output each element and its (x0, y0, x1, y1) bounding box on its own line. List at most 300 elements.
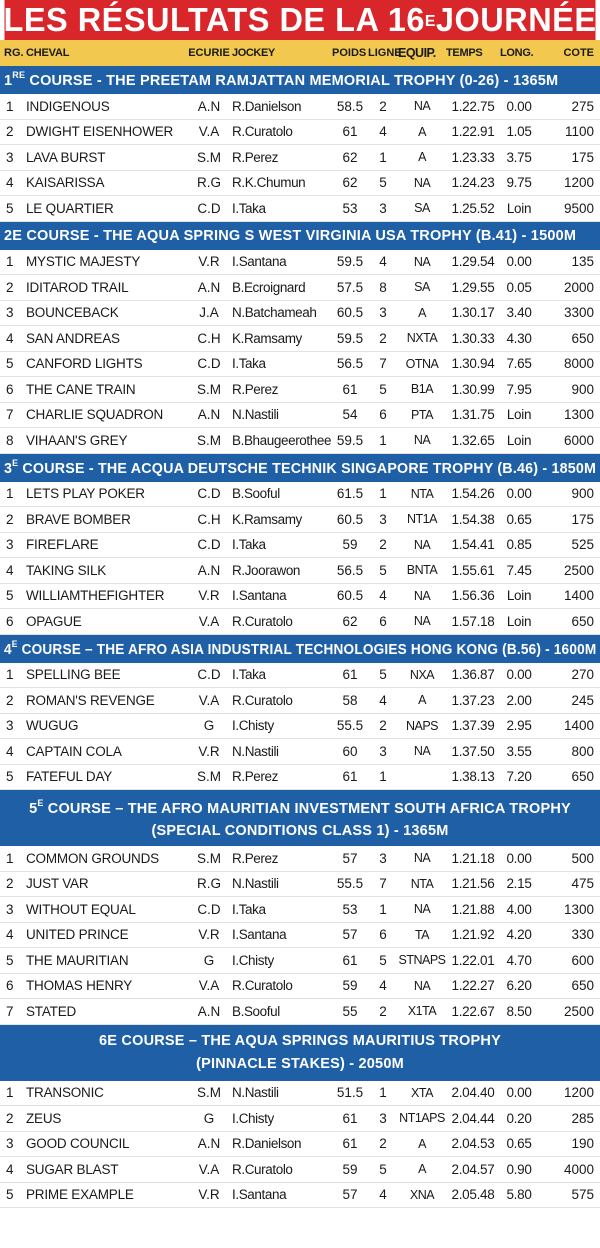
cell-weight: 53 (342, 200, 358, 216)
cell-stable: S.M (196, 381, 221, 397)
cell-rank: 4 (6, 1161, 14, 1177)
cell-lengths: Loin (506, 613, 532, 629)
cell-jockey: N.Nastili (232, 876, 279, 892)
cell-stable: C.D (197, 200, 221, 216)
cell-draw: 2 (379, 1003, 387, 1019)
cell-equipment: NA (413, 851, 431, 866)
col-header-equipment: EQUIP. (398, 46, 436, 60)
cell-draw: 4 (379, 254, 387, 270)
result-row (0, 250, 600, 276)
cell-weight: 61 (342, 667, 358, 683)
result-row (0, 974, 600, 1000)
cell-draw: 5 (379, 667, 387, 683)
result-row (0, 403, 600, 429)
cell-rank: 1 (6, 1085, 14, 1101)
cell-lengths: 7.95 (506, 381, 532, 397)
cell-lengths: Loin (506, 432, 532, 448)
cell-rank: 2 (6, 1110, 14, 1126)
cell-draw: 3 (379, 200, 387, 216)
race-title: COURSE - THE AQUA SPRING S WEST VIRGINIA USA TROPHY (B.41) - 1500M (22, 227, 577, 244)
cell-rank: 5 (6, 769, 14, 785)
cell-horse: WITHOUT EQUAL (26, 901, 136, 917)
cell-rank: 7 (6, 407, 14, 423)
cell-weight: 58.5 (336, 98, 364, 114)
cell-stable: A.N (197, 98, 221, 114)
cell-stable: C.H (197, 511, 221, 527)
cell-odds: 1400 (563, 718, 594, 734)
cell-odds: 600 (571, 952, 594, 968)
result-row (0, 688, 600, 714)
cell-time: 1.37.23 (451, 692, 495, 708)
cell-odds: 1200 (563, 175, 594, 191)
cell-horse: WILLIAMTHEFIGHTER (26, 588, 165, 604)
race-heading (0, 790, 600, 846)
cell-rank: 4 (6, 562, 14, 578)
race-heading (0, 635, 600, 663)
cell-horse: THE CANE TRAIN (26, 381, 136, 397)
result-row (0, 1183, 600, 1209)
cell-odds: 525 (571, 537, 594, 553)
cell-stable: S.M (196, 850, 221, 866)
cell-rank: 1 (6, 486, 14, 502)
cell-odds: 2500 (563, 1003, 594, 1019)
result-row (0, 94, 600, 120)
result-row (0, 533, 600, 559)
cell-odds: 275 (571, 98, 594, 114)
cell-horse: MYSTIC MAJESTY (26, 254, 141, 270)
cell-equipment: XTA (411, 1085, 433, 1100)
cell-stable: R.G (196, 876, 221, 892)
cell-weight: 62 (342, 149, 358, 165)
cell-equipment: NA (413, 978, 431, 993)
cell-lengths: 2.95 (506, 718, 532, 734)
cell-lengths: 0.00 (506, 254, 532, 270)
cell-equipment: BNTA (406, 563, 438, 578)
race-heading-line (4, 71, 558, 89)
page-title-text: LES RÉSULTATS DE LA 16 (3, 1, 425, 38)
cell-stable: C.D (197, 901, 221, 917)
cell-horse: THE MAURITIAN (26, 952, 129, 968)
cell-draw: 2 (379, 1136, 387, 1152)
race-title: COURSE – THE AFRO MAURITIAN INVESTMENT SOUTH AFRICA TROPHY (43, 800, 571, 817)
cell-equipment: NA (413, 99, 431, 114)
cell-horse: CAPTAIN COLA (26, 743, 122, 759)
cell-jockey: R.Perez (232, 381, 278, 397)
result-row (0, 301, 600, 327)
cell-lengths: 0.00 (506, 850, 532, 866)
cell-weight: 51.5 (336, 1085, 364, 1101)
cell-weight: 61.5 (336, 486, 364, 502)
cell-horse: VIHAAN'S GREY (26, 432, 128, 448)
cell-time: 1.21.92 (451, 927, 495, 943)
cell-weight: 61 (342, 124, 358, 140)
cell-jockey: I.Chisty (232, 1110, 274, 1126)
cell-weight: 55.5 (336, 876, 364, 892)
cell-time: 1.54.41 (451, 537, 495, 553)
result-row (0, 948, 600, 974)
cell-horse: PRIME EXAMPLE (26, 1187, 134, 1203)
col-header-odds: COTE (563, 47, 594, 59)
race-number: 5 (29, 800, 38, 817)
cell-jockey: N.Nastili (232, 407, 279, 423)
cell-equipment: NXA (409, 667, 435, 682)
cell-equipment: A (418, 1162, 426, 1177)
cell-lengths: 5.80 (506, 1187, 532, 1203)
cell-rank: 1 (6, 850, 14, 866)
cell-equipment: TA (414, 927, 430, 942)
result-row (0, 377, 600, 403)
cell-weight: 60.5 (336, 305, 364, 321)
cell-time: 2.04.53 (451, 1136, 495, 1152)
col-header-time: TEMPS (446, 47, 483, 59)
cell-stable: V.R (198, 254, 220, 270)
cell-odds: 270 (571, 667, 594, 683)
cell-time: 1.56.36 (451, 588, 495, 604)
cell-odds: 285 (571, 1110, 594, 1126)
cell-weight: 60.5 (336, 511, 364, 527)
cell-draw: 7 (379, 876, 387, 892)
cell-draw: 8 (379, 279, 387, 295)
cell-weight: 59.5 (336, 254, 364, 270)
cell-odds: 1400 (563, 588, 594, 604)
result-row (0, 923, 600, 949)
col-header-lengths: LONG. (500, 47, 534, 59)
cell-equipment: NA (413, 588, 431, 603)
cell-odds: 2500 (563, 562, 594, 578)
cell-equipment: XNA (409, 1187, 435, 1202)
cell-horse: INDIGENOUS (26, 98, 110, 114)
cell-weight: 56.5 (336, 356, 364, 372)
cell-horse: SUGAR BLAST (26, 1161, 119, 1177)
result-row (0, 428, 600, 454)
cell-lengths: 4.00 (506, 901, 532, 917)
cell-lengths: Loin (506, 407, 532, 423)
cell-horse: UNITED PRINCE (26, 927, 129, 943)
cell-odds: 4000 (563, 1161, 594, 1177)
cell-equipment: SA (414, 201, 430, 216)
cell-jockey: I.Taka (232, 667, 266, 683)
cell-lengths: 6.20 (506, 978, 532, 994)
cell-draw: 7 (379, 356, 387, 372)
cell-rank: 2 (6, 692, 14, 708)
cell-rank: 4 (6, 330, 14, 346)
cell-lengths: 0.65 (506, 511, 532, 527)
cell-horse: CHARLIE SQUADRON (26, 407, 164, 423)
cell-draw: 3 (379, 743, 387, 759)
cell-horse: FATEFUL DAY (26, 769, 113, 785)
race-heading (0, 222, 600, 250)
result-row (0, 897, 600, 923)
cell-odds: 1100 (564, 124, 594, 140)
cell-odds: 3300 (563, 305, 594, 321)
cell-horse: GOOD COUNCIL (26, 1136, 130, 1152)
cell-lengths: 0.00 (506, 1085, 532, 1101)
result-row (0, 275, 600, 301)
cell-jockey: N.Nastili (232, 743, 279, 759)
cell-rank: 2 (6, 511, 14, 527)
cell-horse: ZEUS (26, 1110, 62, 1126)
result-row (0, 145, 600, 171)
cell-stable: A.N (197, 562, 221, 578)
cell-stable: V.A (198, 978, 220, 994)
cell-time: 1.21.56 (451, 876, 495, 892)
result-row (0, 714, 600, 740)
cell-horse: LETS PLAY POKER (26, 486, 145, 502)
cell-rank: 6 (6, 381, 14, 397)
cell-time: 1.22.01 (451, 952, 495, 968)
cell-rank: 6 (6, 613, 14, 629)
result-row (0, 872, 600, 898)
cell-time: 1.29.55 (451, 279, 495, 295)
race-number-suffix: E (12, 457, 19, 468)
cell-equipment: NA (413, 902, 431, 917)
result-row (0, 846, 600, 872)
cell-stable: A.N (197, 407, 221, 423)
cell-odds: 475 (571, 876, 594, 892)
cell-draw: 6 (379, 407, 387, 423)
cell-odds: 800 (571, 743, 594, 759)
cell-stable: V.R (198, 588, 220, 604)
cell-time: 1.54.26 (451, 486, 495, 502)
cell-stable: S.M (196, 432, 221, 448)
cell-jockey: I.Santana (232, 254, 287, 270)
cell-draw: 2 (379, 330, 387, 346)
cell-odds: 650 (571, 330, 594, 346)
cell-rank: 3 (6, 149, 14, 165)
cell-draw: 6 (379, 613, 387, 629)
cell-equipment: NA (413, 537, 431, 552)
cell-equipment: OTNA (405, 356, 439, 371)
cell-lengths: 0.85 (506, 537, 532, 553)
col-header-horse: CHEVAL (26, 47, 70, 59)
cell-jockey: N.Nastili (232, 1085, 279, 1101)
cell-weight: 61 (342, 381, 358, 397)
race-title: COURSE - THE ACQUA DEUTSCHE TECHNIK SINGAPORE TROPHY (B.46) - 1850M (18, 460, 597, 477)
col-header-draw: LIGNE (368, 47, 402, 59)
cell-draw: 3 (379, 850, 387, 866)
cell-odds: 190 (571, 1136, 594, 1152)
cell-draw: 1 (379, 149, 387, 165)
cell-lengths: 0.05 (506, 279, 532, 295)
race-title: COURSE - THE PREETAM RAMJATTAN MEMORIAL TROPHY (0-26) - 1365M (25, 72, 559, 89)
cell-equipment: A (418, 124, 426, 139)
cell-weight: 59.5 (336, 432, 364, 448)
cell-odds: 1200 (563, 1085, 594, 1101)
race-number-suffix: E (37, 797, 44, 808)
cell-rank: 7 (6, 1003, 14, 1019)
cell-draw: 4 (379, 978, 387, 994)
cell-weight: 57 (342, 1187, 358, 1203)
cell-lengths: 2.15 (506, 876, 532, 892)
cell-horse: TAKING SILK (26, 562, 107, 578)
cell-jockey: R.Curatolo (232, 1161, 293, 1177)
cell-draw: 3 (379, 1110, 387, 1126)
cell-stable: C.H (197, 330, 221, 346)
cell-odds: 6000 (563, 432, 594, 448)
cell-weight: 58 (342, 692, 358, 708)
cell-equipment: A (418, 305, 426, 320)
cell-stable: V.A (198, 124, 220, 140)
cell-rank: 2 (6, 279, 14, 295)
cell-stable: J.A (199, 305, 219, 321)
result-row (0, 663, 600, 689)
cell-draw: 1 (379, 486, 387, 502)
cell-horse: TRANSONIC (26, 1085, 104, 1101)
cell-rank: 3 (6, 305, 14, 321)
col-header-jockey: JOCKEY (232, 47, 275, 59)
cell-weight: 59.5 (336, 330, 364, 346)
cell-equipment: NA (413, 614, 431, 629)
race-number: 2E (4, 227, 23, 244)
result-row (0, 1081, 600, 1107)
race-heading (0, 1025, 600, 1081)
cell-draw: 5 (379, 562, 387, 578)
cell-rank: 1 (6, 98, 14, 114)
cell-time: 1.31.75 (451, 407, 495, 423)
cell-jockey: K.Ramsamy (232, 511, 302, 527)
cell-weight: 53 (342, 901, 358, 917)
cell-lengths: 0.00 (506, 667, 532, 683)
race-number: 4 (4, 641, 12, 658)
page-title-superscript: E (424, 13, 436, 30)
cell-draw: 5 (379, 952, 387, 968)
page-title (4, 0, 595, 40)
cell-draw: 2 (379, 98, 387, 114)
cell-odds: 2000 (563, 279, 594, 295)
cell-jockey: R.Perez (232, 149, 278, 165)
cell-jockey: K.Ramsamy (232, 330, 302, 346)
cell-odds: 900 (571, 381, 594, 397)
cell-weight: 54 (342, 407, 358, 423)
cell-horse: JUST VAR (26, 876, 89, 892)
race-heading-line (29, 793, 571, 821)
cell-lengths: 3.75 (506, 149, 532, 165)
cell-time: 1.22.27 (451, 978, 495, 994)
cell-time: 1.30.33 (451, 330, 495, 346)
race-heading-line (4, 228, 576, 244)
cell-horse: ROMAN'S REVENGE (26, 692, 155, 708)
cell-jockey: R.Curatolo (232, 124, 293, 140)
cell-rank: 4 (6, 175, 14, 191)
result-row (0, 326, 600, 352)
cell-stable: V.A (198, 613, 220, 629)
cell-time: 1.30.99 (451, 381, 495, 397)
cell-time: 1.25.52 (451, 200, 495, 216)
cell-horse: THOMAS HENRY (26, 978, 133, 994)
cell-lengths: 4.30 (506, 330, 532, 346)
cell-horse: WUGUG (26, 718, 79, 734)
cell-odds: 500 (571, 850, 594, 866)
result-row (0, 739, 600, 765)
cell-stable: V.A (198, 692, 220, 708)
cell-equipment: X1TA (407, 1004, 437, 1019)
cell-jockey: I.Taka (232, 200, 266, 216)
cell-weight: 60.5 (336, 588, 364, 604)
cell-weight: 59 (342, 537, 358, 553)
result-row (0, 196, 600, 222)
column-header-row (0, 40, 600, 66)
cell-draw: 3 (379, 511, 387, 527)
cell-odds: 650 (571, 613, 594, 629)
race-heading-line (4, 459, 596, 477)
cell-weight: 57 (342, 850, 358, 866)
cell-stable: S.M (196, 769, 221, 785)
cell-draw: 1 (379, 901, 387, 917)
cell-rank: 6 (6, 978, 14, 994)
cell-rank: 4 (6, 927, 14, 943)
cell-jockey: B.Bhaugeerothee (232, 432, 332, 448)
cell-lengths: 0.00 (506, 98, 532, 114)
cell-weight: 56.5 (336, 562, 364, 578)
cell-equipment: NA (413, 175, 431, 190)
cell-horse: BRAVE BOMBER (26, 511, 131, 527)
cell-stable: R.G (196, 175, 221, 191)
cell-jockey: I.Chisty (232, 952, 274, 968)
cell-draw: 5 (379, 381, 387, 397)
cell-stable: V.R (198, 1187, 220, 1203)
cell-jockey: I.Taka (232, 901, 266, 917)
cell-horse: IDITAROD TRAIL (26, 279, 129, 295)
cell-horse: COMMON GROUNDS (26, 850, 159, 866)
cell-equipment: B1A (410, 382, 434, 397)
cell-jockey: R.Joorawon (232, 562, 301, 578)
cell-equipment: A (418, 150, 426, 165)
cell-equipment: NT1A (407, 512, 437, 527)
cell-jockey: I.Chisty (232, 718, 274, 734)
cell-weight: 62 (342, 613, 358, 629)
cell-lengths: 0.00 (506, 486, 532, 502)
cell-weight: 59 (342, 1161, 358, 1177)
cell-draw: 1 (379, 769, 387, 785)
cell-lengths: 3.55 (506, 743, 532, 759)
cell-draw: 5 (379, 175, 387, 191)
cell-time: 1.21.88 (451, 901, 495, 917)
cell-time: 1.24.23 (451, 175, 495, 191)
cell-stable: S.M (196, 1085, 221, 1101)
result-row (0, 999, 600, 1025)
cell-time: 1.55.61 (451, 562, 495, 578)
race-number-suffix: RE (12, 70, 26, 81)
result-row (0, 558, 600, 584)
cell-rank: 1 (6, 667, 14, 683)
cell-stable: A.N (197, 1003, 221, 1019)
cell-lengths: 2.00 (506, 692, 532, 708)
cell-rank: 3 (6, 1136, 14, 1152)
cell-rank: 5 (6, 200, 14, 216)
race-title-line-2: (PINNACLE STAKES) - 2050M (196, 1055, 404, 1072)
cell-weight: 57.5 (336, 279, 364, 295)
cell-jockey: I.Taka (232, 356, 266, 372)
cell-lengths: 7.45 (506, 562, 532, 578)
cell-jockey: R.Curatolo (232, 692, 293, 708)
cell-weight: 60 (342, 743, 358, 759)
cell-equipment: NA (413, 744, 431, 759)
result-row (0, 171, 600, 197)
cell-odds: 135 (571, 254, 594, 270)
result-row (0, 352, 600, 378)
cell-rank: 1 (6, 254, 14, 270)
race-title: COURSE – THE AQUA SPRINGS MAURITIUS TROPHY (117, 1032, 501, 1049)
result-row (0, 765, 600, 791)
cell-draw: 4 (379, 1187, 387, 1203)
cell-equipment: PTA (411, 407, 433, 422)
cell-weight: 61 (342, 1110, 358, 1126)
cell-time: 1.37.50 (451, 743, 495, 759)
cell-rank: 4 (6, 743, 14, 759)
cell-equipment: NT1APS (399, 1111, 445, 1126)
cell-odds: 9500 (563, 200, 594, 216)
cell-equipment: A (418, 1136, 426, 1151)
